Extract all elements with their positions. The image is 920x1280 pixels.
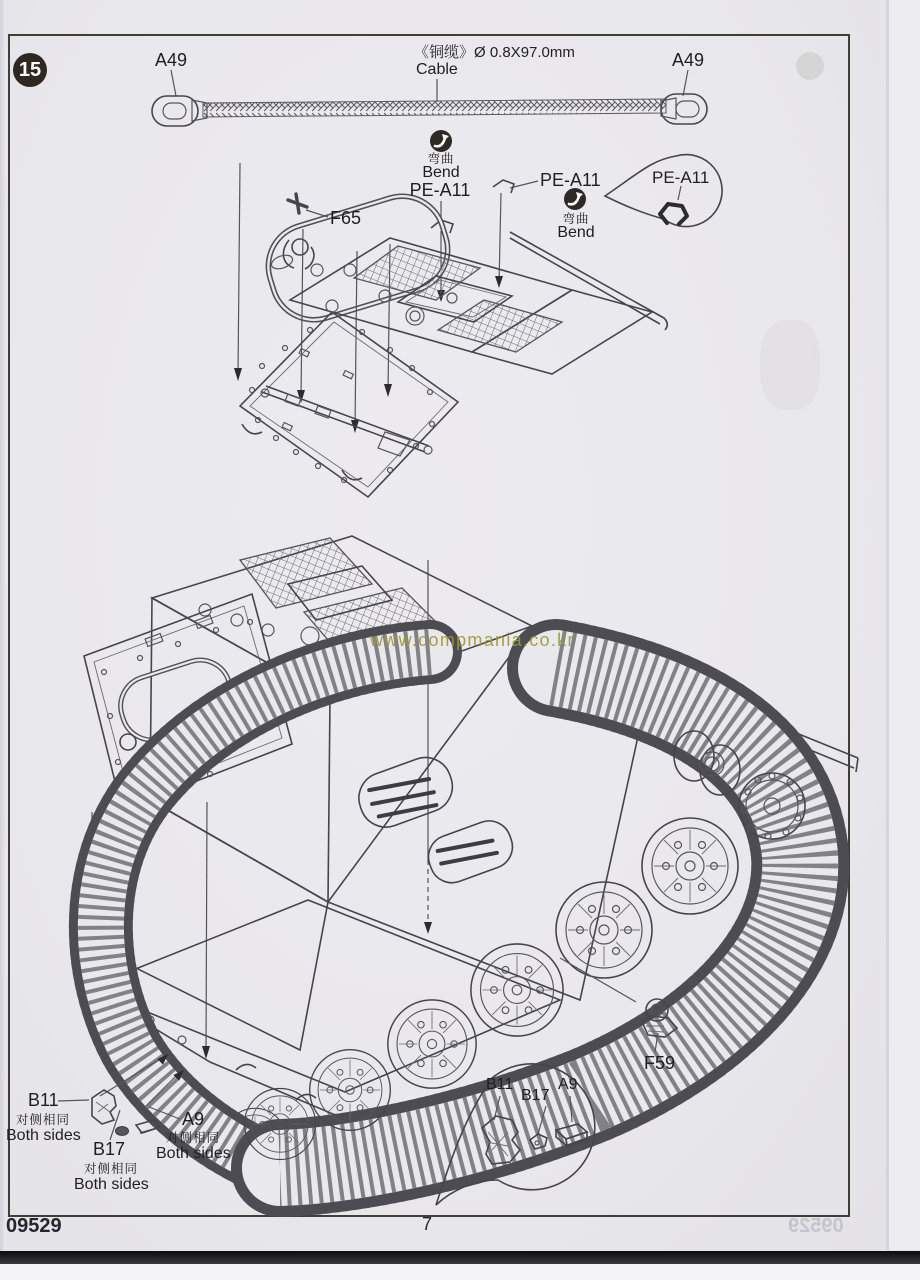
engine-deck-drawing: [290, 232, 667, 374]
balloon-part-label-b11: B11: [486, 1076, 514, 1093]
note-cn-b11: 对侧相同: [16, 1113, 71, 1127]
part-label-a49-right: A49: [671, 50, 705, 70]
rear-plate-drawing: [240, 312, 458, 497]
part-label-b11: B11: [28, 1090, 59, 1110]
bend-note-en: Bend: [557, 224, 595, 241]
kit-number: 09529: [6, 1215, 62, 1237]
bend-icon: [564, 188, 586, 210]
part-label-a49-left: A49: [154, 50, 188, 70]
step-number-badge: 15: [13, 53, 47, 87]
bend-icon: [430, 130, 452, 152]
part-label-b17: B17: [93, 1139, 126, 1159]
part-label-f59: F59: [644, 1053, 676, 1073]
balloon-part-label-pe-a11: PE-A11: [652, 168, 710, 187]
part-label-pe-a11-left: PE-A11: [409, 180, 471, 200]
note-en-a9: Both sides: [156, 1145, 231, 1162]
part-label-pe-a11-right: PE-A11: [540, 170, 601, 190]
part-label-a9: A9: [182, 1109, 205, 1129]
watermark-text: www.compmania.co.kr: [370, 630, 575, 650]
balloon-part-label-a9: A9: [558, 1076, 578, 1093]
balloon-part-label-b17: B17: [521, 1087, 550, 1104]
bend-note-cn: 弯曲: [427, 152, 455, 166]
below-bar-margin: [0, 1264, 920, 1280]
note-cn-b17: 对侧相同: [84, 1162, 139, 1176]
pe-a11-balloon: [605, 155, 722, 227]
cable-name-label: Cable: [416, 61, 458, 78]
bend-note-cn: 弯曲: [562, 212, 590, 226]
note-en-b11: Both sides: [6, 1127, 81, 1144]
cable-spec-label: 《铜缆》Ø 0.8X97.0mm: [414, 44, 575, 61]
bend-note-en: Bend: [422, 164, 460, 181]
part-label-f65: F65: [330, 208, 362, 228]
page-number: 7: [422, 1214, 433, 1234]
bottom-black-bar: [0, 1251, 920, 1264]
note-en-b17: Both sides: [74, 1176, 149, 1193]
note-cn-a9: 对侧相同: [166, 1131, 221, 1145]
kit-number-bleedthrough: 09529: [788, 1215, 844, 1237]
